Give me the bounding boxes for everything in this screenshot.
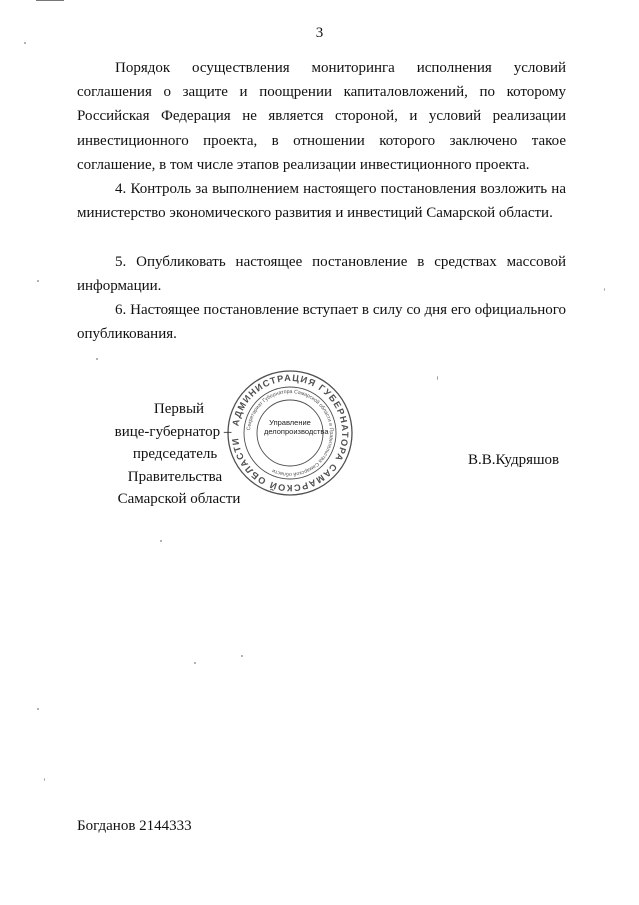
scan-speck bbox=[194, 662, 196, 664]
scan-speck bbox=[37, 708, 39, 710]
seal-center-text: Управление делопроизводства bbox=[264, 418, 329, 436]
scan-speck bbox=[160, 540, 162, 542]
signatory-position-line: председатель Правительства bbox=[127, 446, 223, 485]
scan-speck bbox=[604, 288, 605, 291]
paragraph-control-clause: 4. Контроль за выполнением настоящего постановления возложить на министерство экономического развития и инвестиций Самарской области. bbox=[77, 181, 566, 222]
scan-speck bbox=[437, 376, 438, 380]
scan-edge-mark bbox=[36, 0, 64, 1]
scan-speck bbox=[37, 280, 39, 282]
seal-inner-text: Секретариат Губернатора Самарской области и Правительства Самарской области bbox=[246, 388, 335, 478]
paragraph-monitoring-procedure: Порядок осуществления мониторинга исполнения условий соглашения о защите и поощрении капиталовложений, по которому Российская Федерация не является стороной, и условий реализации инвестиционного проекта, в отношении которого заключено такое соглашение, в том числе этапов реализации инвестиционного проекта. bbox=[77, 60, 566, 173]
signatory-position-line: вице-губернатор – bbox=[114, 423, 232, 440]
signatory-name: В.В.Кудряшов bbox=[468, 452, 560, 468]
seal-outer-text: АДМИНИСТРАЦИЯ ГУБЕРНАТОРА САМАРСКОЙ ОБЛАСТИ bbox=[230, 372, 351, 494]
paragraph-publication-clause: 5. Опубликовать настоящее постановление в средствах массовой информации. bbox=[77, 254, 566, 295]
scan-speck bbox=[96, 358, 98, 360]
scan-speck bbox=[24, 42, 26, 44]
paragraph-effective-date-clause: 6. Настоящее постановление вступает в силу со дня его официального опубликования. bbox=[77, 302, 566, 343]
signatory-position-line: Самарской области bbox=[117, 491, 241, 507]
scan-speck bbox=[241, 655, 243, 657]
signatory-position-line: Первый bbox=[153, 401, 205, 417]
executor-contact: Богданов 2144333 bbox=[77, 818, 192, 834]
scan-speck bbox=[44, 778, 45, 781]
page-number: 3 bbox=[315, 25, 324, 41]
